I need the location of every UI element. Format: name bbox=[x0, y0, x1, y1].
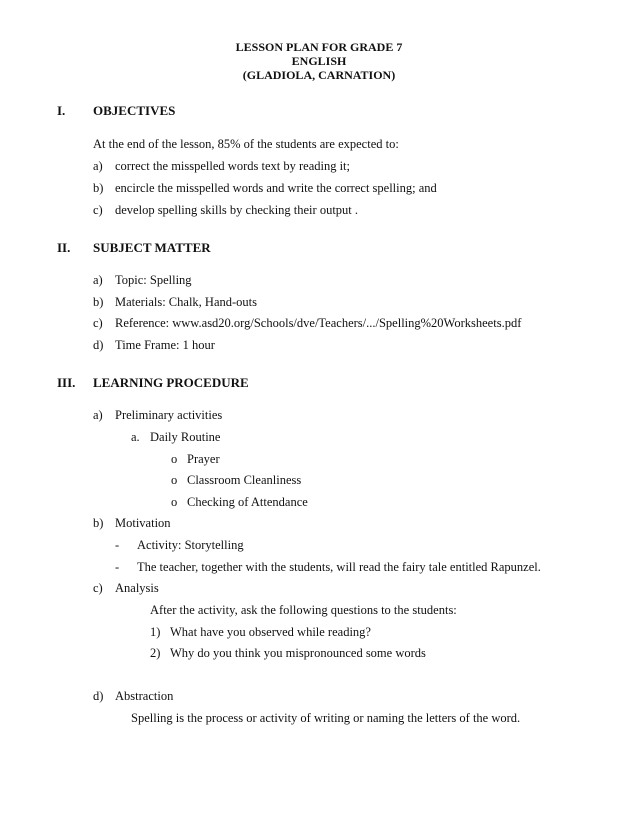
item-text: Topic: Spelling bbox=[115, 273, 192, 287]
objective-item bbox=[93, 181, 437, 196]
header-subject: ENGLISH bbox=[291, 54, 347, 68]
analysis-question bbox=[150, 625, 371, 640]
objectives-heading: OBJECTIVES bbox=[93, 103, 176, 118]
item-label: 2) bbox=[150, 646, 161, 660]
analysis-intro: After the activity, ask the following questions to the students: bbox=[150, 603, 457, 617]
item-text: Preliminary activities bbox=[115, 408, 223, 422]
subject-item bbox=[93, 316, 521, 331]
objective-item bbox=[93, 203, 358, 218]
motivation-text: Activity: Storytelling bbox=[137, 538, 244, 552]
subject-matter-numeral: II. bbox=[57, 240, 71, 255]
item-label: b) bbox=[93, 181, 104, 195]
motivation-item bbox=[115, 560, 541, 575]
abstraction bbox=[93, 689, 173, 704]
analysis bbox=[93, 581, 159, 596]
item-label: c) bbox=[93, 581, 103, 595]
objective-item bbox=[93, 159, 350, 174]
dash-icon: - bbox=[115, 538, 120, 552]
item-text: Reference: www.asd20.org/Schools/dve/Teachers/.../Spelling%20Worksheets.pdf bbox=[115, 316, 522, 330]
dash-icon: - bbox=[115, 560, 120, 574]
item-text: correct the misspelled words text by reading it; bbox=[115, 159, 351, 173]
preliminary-activities bbox=[93, 408, 222, 423]
item-label: b) bbox=[93, 295, 104, 309]
abstraction-body: Spelling is the process or activity of writing or naming the letters of the word. bbox=[131, 711, 521, 725]
daily-routine bbox=[131, 430, 220, 445]
subject-item bbox=[93, 295, 257, 310]
item-label: b) bbox=[93, 516, 104, 530]
bullet-text: Prayer bbox=[187, 452, 220, 466]
header-sections: (GLADIOLA, CARNATION) bbox=[242, 68, 396, 82]
analysis-question bbox=[150, 646, 426, 661]
question-text: What have you observed while reading? bbox=[170, 625, 371, 639]
bullet-icon: o bbox=[171, 452, 178, 466]
item-label: a) bbox=[93, 159, 103, 173]
header-title: LESSON PLAN FOR GRADE 7 bbox=[235, 40, 403, 54]
motivation-item bbox=[115, 538, 244, 553]
item-label: a) bbox=[93, 408, 103, 422]
item-label: d) bbox=[93, 338, 104, 352]
item-text: Daily Routine bbox=[150, 430, 221, 444]
item-label: 1) bbox=[150, 625, 161, 639]
motivation bbox=[93, 516, 171, 531]
item-text: Motivation bbox=[115, 516, 171, 530]
item-text: Analysis bbox=[115, 581, 159, 595]
subject-matter-heading: SUBJECT MATTER bbox=[93, 240, 211, 255]
bullet-icon: o bbox=[171, 473, 178, 487]
subject-item bbox=[93, 273, 192, 288]
item-text: develop spelling skills by checking their output . bbox=[115, 203, 359, 217]
item-label: c) bbox=[93, 316, 103, 330]
item-text: Materials: Chalk, Hand-outs bbox=[115, 295, 257, 309]
item-label: a) bbox=[93, 273, 103, 287]
bullet-icon: o bbox=[171, 495, 178, 509]
bullet-text: Checking of Attendance bbox=[187, 495, 308, 509]
routine-bullet bbox=[171, 452, 220, 467]
bullet-text: Classroom Cleanliness bbox=[187, 473, 302, 487]
motivation-text: The teacher, together with the students, will read the fairy tale entitled Rapunzel. bbox=[137, 560, 541, 574]
routine-bullet bbox=[171, 473, 301, 488]
learning-procedure-heading: LEARNING PROCEDURE bbox=[93, 375, 249, 390]
item-text: Abstraction bbox=[115, 689, 174, 703]
routine-bullet bbox=[171, 495, 308, 510]
item-text: encircle the misspelled words and write the correct spelling; and bbox=[115, 181, 437, 195]
item-text: Time Frame: 1 hour bbox=[115, 338, 215, 352]
item-label: d) bbox=[93, 689, 104, 703]
item-label: a. bbox=[131, 430, 140, 444]
learning-procedure-numeral: III. bbox=[57, 375, 76, 390]
item-label: c) bbox=[93, 203, 103, 217]
objectives-numeral: I. bbox=[57, 103, 66, 118]
question-text: Why do you think you mispronounced some words bbox=[170, 646, 426, 660]
objectives-intro: At the end of the lesson, 85% of the students are expected to: bbox=[93, 137, 399, 151]
subject-item bbox=[93, 338, 215, 353]
